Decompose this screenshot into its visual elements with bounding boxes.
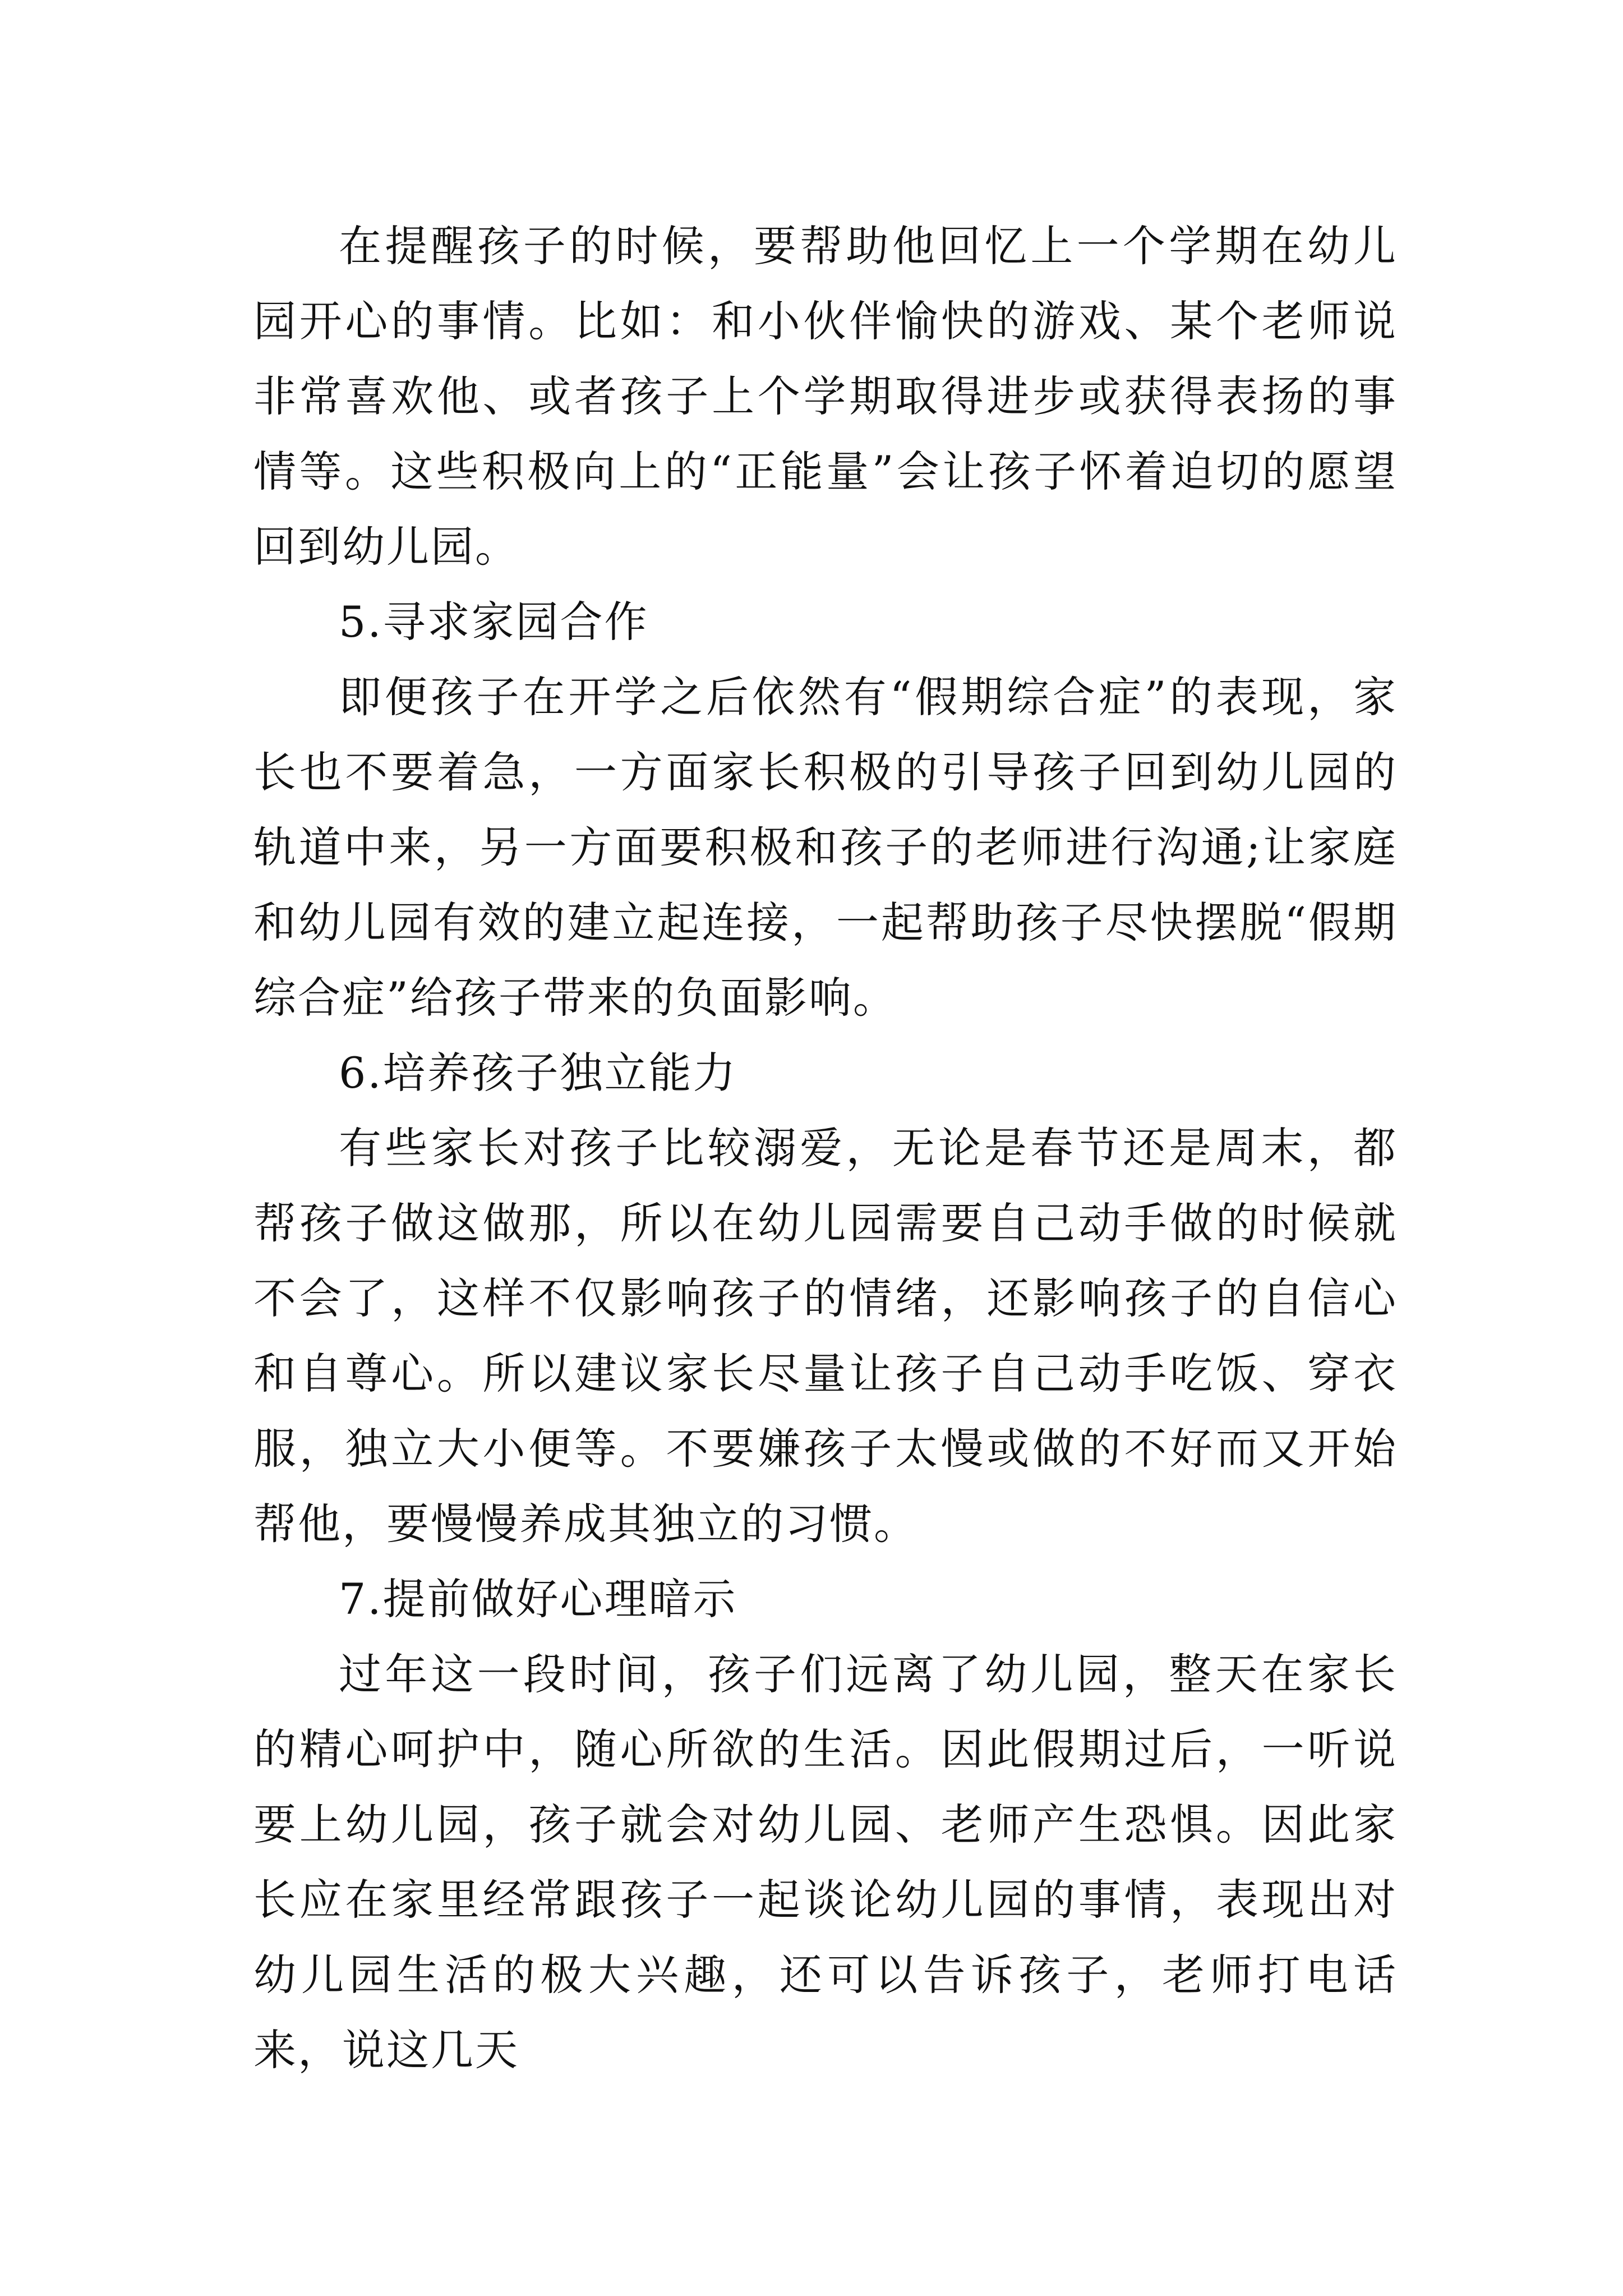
section-heading-5: 5.寻求家园合作	[339, 597, 649, 647]
paragraph-recall-happy-memories: 在提醒孩子的时候，要帮助他回忆上一个学期在幼儿园开心的事情。比如：和小伙伴愉快的游戏、某个老师说非常喜欢他、或者孩子上个学期取得进步或获得表扬的事情等。这些积极向上的“正能量”会让孩子怀着迫切的愿望回到幼儿园。	[253, 221, 1398, 572]
section-heading-6: 6.培养孩子独立能力	[339, 1048, 737, 1098]
paragraph-home-school-cooperation: 即便孩子在开学之后依然有“假期综合症”的表现，家长也不要着急，一方面家长积极的引导孩子回到幼儿园的轨道中来，另一方面要积极和孩子的老师进行沟通;让家庭和幼儿园有效的建立起连接，一起帮助孩子尽快摆脱“假期综合症”给孩子带来的负面影响。	[253, 672, 1398, 1023]
section-heading-7: 7.提前做好心理暗示	[339, 1574, 737, 1624]
document-body	[253, 209, 1398, 2088]
paragraph-psychological-hint: 过年这一段时间，孩子们远离了幼儿园，整天在家长的精心呵护中，随心所欲的生活。因此假期过后，一听说要上幼儿园，孩子就会对幼儿园、老师产生恐惧。因此家长应在家里经常跟孩子一起谈论幼儿园的事情，表现出对幼儿园生活的极大兴趣，还可以告诉孩子，老师打电话来，说这几天	[253, 1649, 1398, 2075]
paragraph-independence: 有些家长对孩子比较溺爱，无论是春节还是周末，都帮孩子做这做那，所以在幼儿园需要自己动手做的时候就不会了，这样不仅影响孩子的情绪，还影响孩子的自信心和自尊心。所以建议家长尽量让孩子自己动手吃饭、穿衣服，独立大小便等。不要嫌孩子太慢或做的不好而又开始帮他，要慢慢养成其独立的习惯。	[253, 1123, 1398, 1549]
